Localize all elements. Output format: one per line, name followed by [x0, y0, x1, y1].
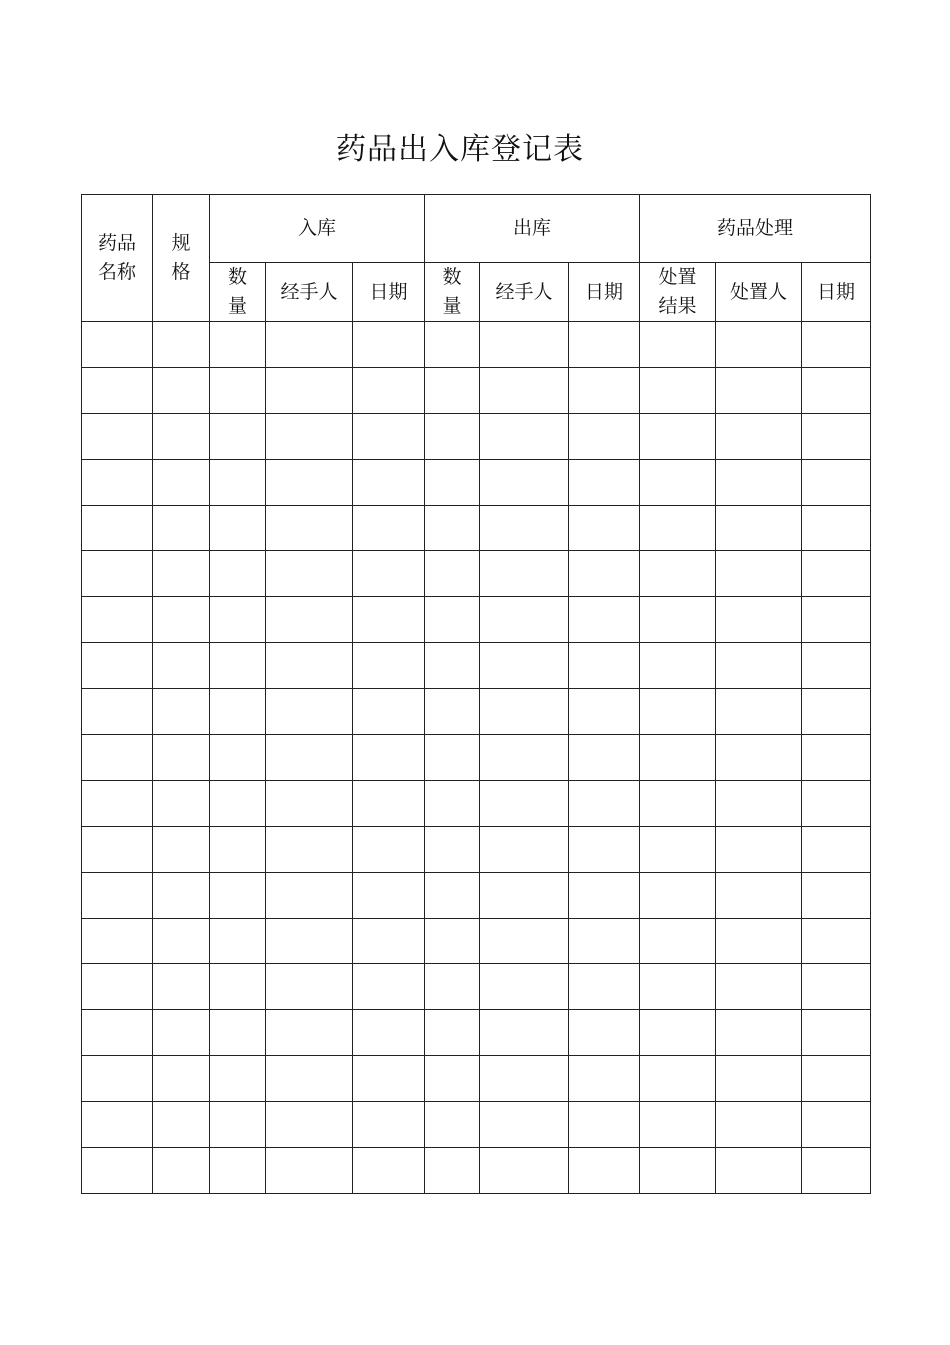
table-cell[interactable]: [425, 413, 480, 459]
table-cell[interactable]: [266, 505, 353, 551]
table-cell[interactable]: [480, 826, 569, 872]
table-cell[interactable]: [353, 780, 425, 826]
table-cell[interactable]: [480, 1056, 569, 1102]
table-cell[interactable]: [353, 689, 425, 735]
table-cell[interactable]: [266, 1102, 353, 1148]
table-cell[interactable]: [210, 1148, 266, 1194]
table-cell[interactable]: [153, 643, 210, 689]
table-cell[interactable]: [153, 505, 210, 551]
table-cell[interactable]: [802, 1056, 871, 1102]
table-cell[interactable]: [210, 551, 266, 597]
table-cell[interactable]: [716, 872, 802, 918]
table-cell[interactable]: [716, 322, 802, 368]
table-cell[interactable]: [640, 643, 716, 689]
table-cell[interactable]: [266, 826, 353, 872]
table-row: [82, 551, 871, 597]
table-cell[interactable]: [569, 1102, 640, 1148]
header-in-qty: [210, 263, 266, 322]
table-cell[interactable]: [480, 322, 569, 368]
table-cell[interactable]: [480, 367, 569, 413]
table-cell[interactable]: [353, 459, 425, 505]
table-cell[interactable]: [480, 918, 569, 964]
table-cell[interactable]: [82, 689, 153, 735]
table-cell[interactable]: [425, 459, 480, 505]
table-cell[interactable]: [82, 413, 153, 459]
table-cell[interactable]: [716, 735, 802, 781]
table-cell[interactable]: [802, 459, 871, 505]
table-cell[interactable]: [153, 459, 210, 505]
table-cell[interactable]: [716, 964, 802, 1010]
table-cell[interactable]: [569, 322, 640, 368]
table-cell[interactable]: [640, 826, 716, 872]
table-cell[interactable]: [425, 735, 480, 781]
table-cell[interactable]: [569, 872, 640, 918]
table-cell[interactable]: [425, 1010, 480, 1056]
table-cell[interactable]: [480, 780, 569, 826]
table-cell[interactable]: [716, 459, 802, 505]
table-cell[interactable]: [153, 735, 210, 781]
table-cell[interactable]: [802, 689, 871, 735]
table-cell[interactable]: [153, 1148, 210, 1194]
table-cell[interactable]: [82, 1010, 153, 1056]
table-cell[interactable]: [153, 1056, 210, 1102]
table-row: [82, 459, 871, 505]
table-cell[interactable]: [802, 551, 871, 597]
table-cell[interactable]: [210, 872, 266, 918]
table-cell[interactable]: [802, 1102, 871, 1148]
register-body: [82, 322, 871, 1194]
table-cell[interactable]: [716, 826, 802, 872]
table-cell[interactable]: [82, 322, 153, 368]
table-cell[interactable]: [802, 918, 871, 964]
table-cell[interactable]: [480, 689, 569, 735]
table-cell[interactable]: [640, 1102, 716, 1148]
table-cell[interactable]: [640, 322, 716, 368]
header-out-handler: 经手人: [480, 263, 569, 322]
header-spec-line2: 格: [171, 261, 191, 283]
header-group-in: 入库: [210, 195, 425, 263]
table-cell[interactable]: [569, 643, 640, 689]
table-cell[interactable]: [210, 826, 266, 872]
table-row: [82, 367, 871, 413]
table-cell[interactable]: [425, 1102, 480, 1148]
table-cell[interactable]: [569, 826, 640, 872]
table-cell[interactable]: [353, 1010, 425, 1056]
table-cell[interactable]: [569, 1148, 640, 1194]
table-cell[interactable]: [640, 597, 716, 643]
table-cell[interactable]: [802, 597, 871, 643]
table-cell[interactable]: [353, 1148, 425, 1194]
table-row: [82, 505, 871, 551]
table-cell[interactable]: [569, 597, 640, 643]
table-cell[interactable]: [353, 367, 425, 413]
table-cell[interactable]: [802, 413, 871, 459]
table-row: [82, 780, 871, 826]
table-cell[interactable]: [82, 872, 153, 918]
table-cell[interactable]: [802, 735, 871, 781]
table-cell[interactable]: [716, 551, 802, 597]
table-cell[interactable]: [569, 689, 640, 735]
table-row: [82, 1102, 871, 1148]
table-cell[interactable]: [266, 1148, 353, 1194]
header-drug-name-line2: 名称: [97, 261, 136, 283]
table-cell[interactable]: [153, 413, 210, 459]
table-cell[interactable]: [82, 1102, 153, 1148]
table-cell[interactable]: [480, 872, 569, 918]
table-cell[interactable]: [569, 1056, 640, 1102]
table-cell[interactable]: [640, 551, 716, 597]
table-cell[interactable]: [425, 367, 480, 413]
table-cell[interactable]: [82, 597, 153, 643]
header-spec: [153, 195, 210, 322]
table-cell[interactable]: [82, 780, 153, 826]
table-cell[interactable]: [210, 505, 266, 551]
table-cell[interactable]: [153, 322, 210, 368]
table-cell[interactable]: [353, 322, 425, 368]
table-cell[interactable]: [266, 1056, 353, 1102]
header-group-out: 出库: [425, 195, 640, 263]
table-cell[interactable]: [266, 780, 353, 826]
table-cell[interactable]: [802, 1148, 871, 1194]
table-row: [82, 413, 871, 459]
table-cell[interactable]: [640, 505, 716, 551]
table-cell[interactable]: [82, 505, 153, 551]
table-cell[interactable]: [82, 367, 153, 413]
table-cell[interactable]: [640, 780, 716, 826]
table-cell[interactable]: [802, 643, 871, 689]
table-cell[interactable]: [210, 689, 266, 735]
table-cell[interactable]: [569, 964, 640, 1010]
table-cell[interactable]: [425, 918, 480, 964]
table-cell[interactable]: [802, 780, 871, 826]
table-cell[interactable]: [716, 367, 802, 413]
table-cell[interactable]: [425, 1056, 480, 1102]
table-cell[interactable]: [266, 918, 353, 964]
table-cell[interactable]: [353, 964, 425, 1010]
table-cell[interactable]: [353, 413, 425, 459]
table-cell[interactable]: [210, 1102, 266, 1148]
header-spec-line1: 规: [171, 232, 191, 254]
table-cell[interactable]: [153, 551, 210, 597]
table-cell[interactable]: [569, 551, 640, 597]
table-cell[interactable]: [82, 643, 153, 689]
table-cell[interactable]: [425, 322, 480, 368]
table-cell[interactable]: [153, 689, 210, 735]
table-cell[interactable]: [716, 413, 802, 459]
header-disposal-person: 处置人: [716, 263, 802, 322]
table-cell[interactable]: [569, 459, 640, 505]
header-in-handler: 经手人: [266, 263, 353, 322]
header-in-qty-line1: 数: [227, 266, 247, 288]
table-cell[interactable]: [480, 505, 569, 551]
table-cell[interactable]: [353, 918, 425, 964]
table-cell[interactable]: [82, 1056, 153, 1102]
table-cell[interactable]: [266, 322, 353, 368]
table-cell[interactable]: [716, 780, 802, 826]
table-cell[interactable]: [353, 643, 425, 689]
table-cell[interactable]: [640, 689, 716, 735]
header-out-qty-line2: 量: [442, 295, 462, 317]
table-cell[interactable]: [153, 964, 210, 1010]
table-cell[interactable]: [640, 918, 716, 964]
table-cell[interactable]: [569, 505, 640, 551]
header-drug-name: [82, 195, 153, 322]
header-out-date: 日期: [569, 263, 640, 322]
page-title: 药品出入库登记表: [336, 132, 584, 167]
table-cell[interactable]: [640, 367, 716, 413]
table-cell[interactable]: [802, 322, 871, 368]
table-cell[interactable]: [210, 459, 266, 505]
table-row: [82, 322, 871, 368]
table-cell[interactable]: [153, 826, 210, 872]
table-cell[interactable]: [210, 780, 266, 826]
table-cell[interactable]: [716, 1010, 802, 1056]
table-cell[interactable]: [353, 505, 425, 551]
table-cell[interactable]: [640, 413, 716, 459]
table-cell[interactable]: [480, 1010, 569, 1056]
header-group-row: [82, 195, 871, 263]
table-cell[interactable]: [716, 1102, 802, 1148]
table-cell[interactable]: [569, 413, 640, 459]
table-row: [82, 643, 871, 689]
table-cell[interactable]: [716, 918, 802, 964]
table-cell[interactable]: [210, 322, 266, 368]
table-cell[interactable]: [640, 1148, 716, 1194]
table-cell[interactable]: [480, 597, 569, 643]
table-cell[interactable]: [640, 964, 716, 1010]
table-cell[interactable]: [802, 872, 871, 918]
table-cell[interactable]: [716, 643, 802, 689]
table-cell[interactable]: [210, 964, 266, 1010]
table-cell[interactable]: [802, 964, 871, 1010]
table-cell[interactable]: [82, 551, 153, 597]
table-cell[interactable]: [480, 459, 569, 505]
table-cell[interactable]: [266, 413, 353, 459]
table-cell[interactable]: [210, 367, 266, 413]
table-cell[interactable]: [480, 1148, 569, 1194]
table-cell[interactable]: [425, 505, 480, 551]
table-cell[interactable]: [480, 643, 569, 689]
header-drug-name-line1: 药品: [97, 232, 136, 254]
table-cell[interactable]: [353, 551, 425, 597]
header-disposal-date: 日期: [802, 263, 871, 322]
table-row: [82, 918, 871, 964]
header-in-date: 日期: [353, 263, 425, 322]
table-cell[interactable]: [353, 872, 425, 918]
table-cell[interactable]: [153, 597, 210, 643]
table-cell[interactable]: [153, 872, 210, 918]
table-cell[interactable]: [716, 1056, 802, 1102]
table-cell[interactable]: [266, 643, 353, 689]
table-cell[interactable]: [353, 1056, 425, 1102]
table-cell[interactable]: [266, 689, 353, 735]
table-cell[interactable]: [802, 1010, 871, 1056]
table-cell[interactable]: [569, 735, 640, 781]
header-out-qty-line1: 数: [442, 266, 462, 288]
table-cell[interactable]: [266, 1010, 353, 1056]
table-cell[interactable]: [353, 826, 425, 872]
table-cell[interactable]: [569, 918, 640, 964]
table-cell[interactable]: [569, 367, 640, 413]
table-cell[interactable]: [210, 643, 266, 689]
table-cell[interactable]: [210, 413, 266, 459]
table-cell[interactable]: [640, 1010, 716, 1056]
table-cell[interactable]: [425, 597, 480, 643]
table-cell[interactable]: [480, 413, 569, 459]
table-cell[interactable]: [153, 1010, 210, 1056]
header-in-qty-line2: 量: [227, 295, 247, 317]
table-row: [82, 826, 871, 872]
table-cell[interactable]: [425, 826, 480, 872]
table-cell[interactable]: [82, 1148, 153, 1194]
table-cell[interactable]: [353, 1102, 425, 1148]
header-disposal-result-line1: 处置: [658, 266, 697, 288]
table-cell[interactable]: [210, 597, 266, 643]
table-cell[interactable]: [266, 597, 353, 643]
table-cell[interactable]: [353, 597, 425, 643]
table-cell[interactable]: [802, 505, 871, 551]
table-cell[interactable]: [153, 918, 210, 964]
header-disposal-result: [640, 263, 716, 322]
table-row: [82, 1056, 871, 1102]
table-cell[interactable]: [716, 505, 802, 551]
table-cell[interactable]: [716, 1148, 802, 1194]
table-cell[interactable]: [153, 1102, 210, 1148]
table-cell[interactable]: [480, 1102, 569, 1148]
table-cell[interactable]: [480, 735, 569, 781]
header-disposal-result-line2: 结果: [658, 295, 697, 317]
table-cell[interactable]: [640, 872, 716, 918]
header-group-disposal: 药品处理: [640, 195, 871, 263]
table-cell[interactable]: [210, 735, 266, 781]
table-cell[interactable]: [640, 459, 716, 505]
table-cell[interactable]: [716, 689, 802, 735]
table-cell[interactable]: [266, 964, 353, 1010]
table-cell[interactable]: [425, 964, 480, 1010]
table-row: [82, 597, 871, 643]
table-cell[interactable]: [266, 367, 353, 413]
table-cell[interactable]: [716, 597, 802, 643]
table-cell[interactable]: [425, 1148, 480, 1194]
table-cell[interactable]: [480, 551, 569, 597]
table-row: [82, 872, 871, 918]
table-cell[interactable]: [153, 780, 210, 826]
table-row: [82, 1010, 871, 1056]
table-row: [82, 689, 871, 735]
table-cell[interactable]: [480, 964, 569, 1010]
drug-register-table: [81, 194, 871, 1194]
table-cell[interactable]: [153, 367, 210, 413]
table-cell[interactable]: [353, 735, 425, 781]
table-cell[interactable]: [266, 459, 353, 505]
table-cell[interactable]: [569, 780, 640, 826]
table-cell[interactable]: [640, 735, 716, 781]
table-row: [82, 1148, 871, 1194]
table-cell[interactable]: [82, 918, 153, 964]
table-row: [82, 735, 871, 781]
table-cell[interactable]: [82, 735, 153, 781]
table-cell[interactable]: [82, 964, 153, 1010]
table-cell[interactable]: [569, 1010, 640, 1056]
table-cell[interactable]: [425, 643, 480, 689]
table-cell[interactable]: [425, 689, 480, 735]
table-cell[interactable]: [82, 459, 153, 505]
table-cell[interactable]: [425, 551, 480, 597]
table-row: [82, 964, 871, 1010]
table-cell[interactable]: [802, 826, 871, 872]
table-cell[interactable]: [266, 551, 353, 597]
table-cell[interactable]: [82, 826, 153, 872]
table-cell[interactable]: [266, 872, 353, 918]
table-cell[interactable]: [210, 918, 266, 964]
table-cell[interactable]: [425, 872, 480, 918]
table-cell[interactable]: [425, 780, 480, 826]
table-cell[interactable]: [210, 1056, 266, 1102]
header-out-qty: [425, 263, 480, 322]
table-cell[interactable]: [802, 367, 871, 413]
table-cell[interactable]: [210, 1010, 266, 1056]
table-cell[interactable]: [266, 735, 353, 781]
table-cell[interactable]: [640, 1056, 716, 1102]
